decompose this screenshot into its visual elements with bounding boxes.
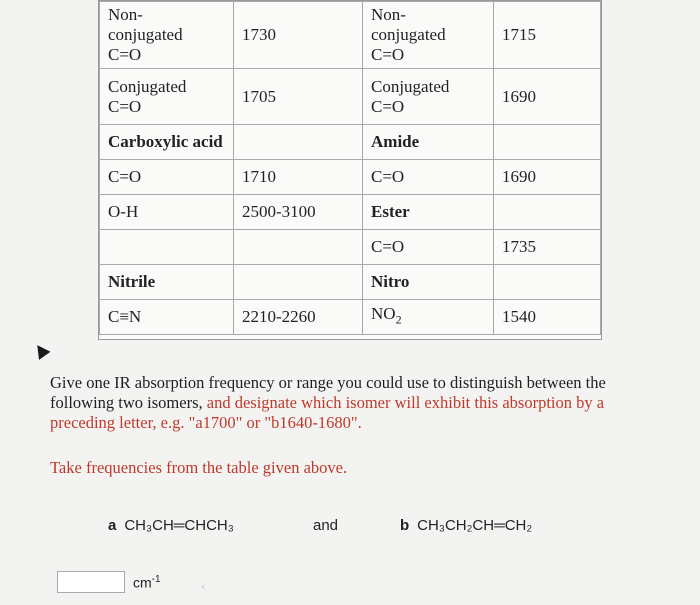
cell-text: 2500-3100 — [242, 202, 316, 221]
table-cell — [234, 265, 363, 300]
isomer-a-formula: CH₃CH═CHCH₃ — [124, 517, 234, 534]
table-row — [100, 160, 601, 195]
section-heading: Nitrile — [108, 272, 156, 291]
table-cell — [494, 125, 601, 160]
unit-text: cm — [133, 574, 152, 591]
table-row — [100, 230, 601, 265]
table-cell — [100, 230, 234, 265]
cell-text: NO — [371, 304, 396, 324]
cell-text: Conjugated C=O — [371, 76, 450, 116]
decorative-mark: ‹ — [201, 579, 206, 594]
table-cell — [234, 300, 363, 335]
isomer-b-formula: CH₃CH₂CH═CH₂ — [417, 517, 533, 534]
question-instruction: Give one IR absorption frequency or range you could use to distinguish between the following two isomers, — [50, 373, 606, 412]
unit-label — [133, 574, 161, 591]
table-cell — [100, 69, 234, 125]
table-cell — [494, 69, 601, 125]
table-row — [100, 69, 601, 125]
cell-text: C=O — [371, 237, 405, 256]
table-cell — [234, 69, 363, 125]
table-hint: Take frequencies from the table given above. — [50, 458, 348, 477]
table-cell — [363, 300, 494, 335]
cell-text: Conjugated C=O — [108, 76, 187, 116]
isomer-b-letter: b — [400, 517, 410, 534]
question-text — [50, 373, 660, 433]
table-cell — [363, 2, 494, 69]
answer-input[interactable] — [57, 571, 125, 593]
cell-text: O-H — [108, 202, 139, 221]
table-cell — [494, 160, 601, 195]
table-row — [100, 300, 601, 335]
table-cell — [100, 160, 234, 195]
table-cell — [363, 160, 494, 195]
cell-text: 1715 — [502, 25, 536, 44]
table-cell — [494, 2, 601, 69]
table-cell — [234, 230, 363, 265]
isomer-b — [400, 517, 532, 534]
table-cell — [363, 69, 494, 125]
table-row — [100, 2, 601, 69]
table-cell — [100, 2, 234, 69]
table-cell — [363, 230, 494, 265]
cell-text: Non- conjugated C=O — [371, 5, 446, 64]
table-cell — [494, 265, 601, 300]
cell-text: 1710 — [242, 167, 276, 186]
subscript: 2 — [395, 312, 402, 327]
cell-text: 1690 — [502, 86, 536, 106]
table-cell — [494, 300, 601, 335]
cell-text: 1735 — [502, 237, 536, 256]
table-cell — [363, 195, 494, 230]
table-cell — [494, 230, 601, 265]
cell-text: 1690 — [502, 167, 536, 186]
table-cell — [234, 195, 363, 230]
section-heading: Nitro — [371, 272, 410, 291]
table-cell — [100, 195, 234, 230]
table-row — [100, 265, 601, 300]
table-row — [100, 195, 601, 230]
table-cell — [100, 300, 234, 335]
table-cell — [494, 195, 601, 230]
ir-frequency-table — [98, 0, 602, 340]
table-cell — [234, 160, 363, 195]
section-heading: Amide — [371, 132, 420, 151]
and-label: and — [313, 517, 339, 534]
cell-text: 1705 — [242, 86, 276, 106]
isomer-a-letter: a — [108, 517, 117, 534]
cell-text: C=O — [371, 167, 405, 186]
isomer-a — [108, 517, 234, 534]
ir-table — [99, 1, 601, 335]
table-cell — [363, 125, 494, 160]
unit-exponent: -1 — [151, 574, 161, 585]
question-format-note: and designate which isomer will exhibit this absorption by a preceding letter, e.g. "a1700" or "b1640-1680". — [50, 393, 605, 432]
cell-text: 1540 — [502, 307, 536, 326]
cell-text: 1730 — [242, 25, 276, 44]
cell-text: C≡N — [108, 307, 142, 326]
isomer-options — [0, 517, 700, 541]
section-heading: Ester — [371, 202, 410, 221]
cell-text: Non- conjugated C=O — [108, 5, 183, 64]
table-cell — [100, 125, 234, 160]
table-cell — [234, 125, 363, 160]
cell-text: C=O — [108, 167, 142, 186]
table-cell — [100, 265, 234, 300]
table-row — [100, 125, 601, 160]
section-heading: Carboxylic acid — [108, 132, 223, 151]
table-cell — [234, 2, 363, 69]
mouse-cursor-icon — [32, 341, 51, 360]
table-cell — [363, 265, 494, 300]
cell-text: 2210-2260 — [242, 307, 316, 326]
